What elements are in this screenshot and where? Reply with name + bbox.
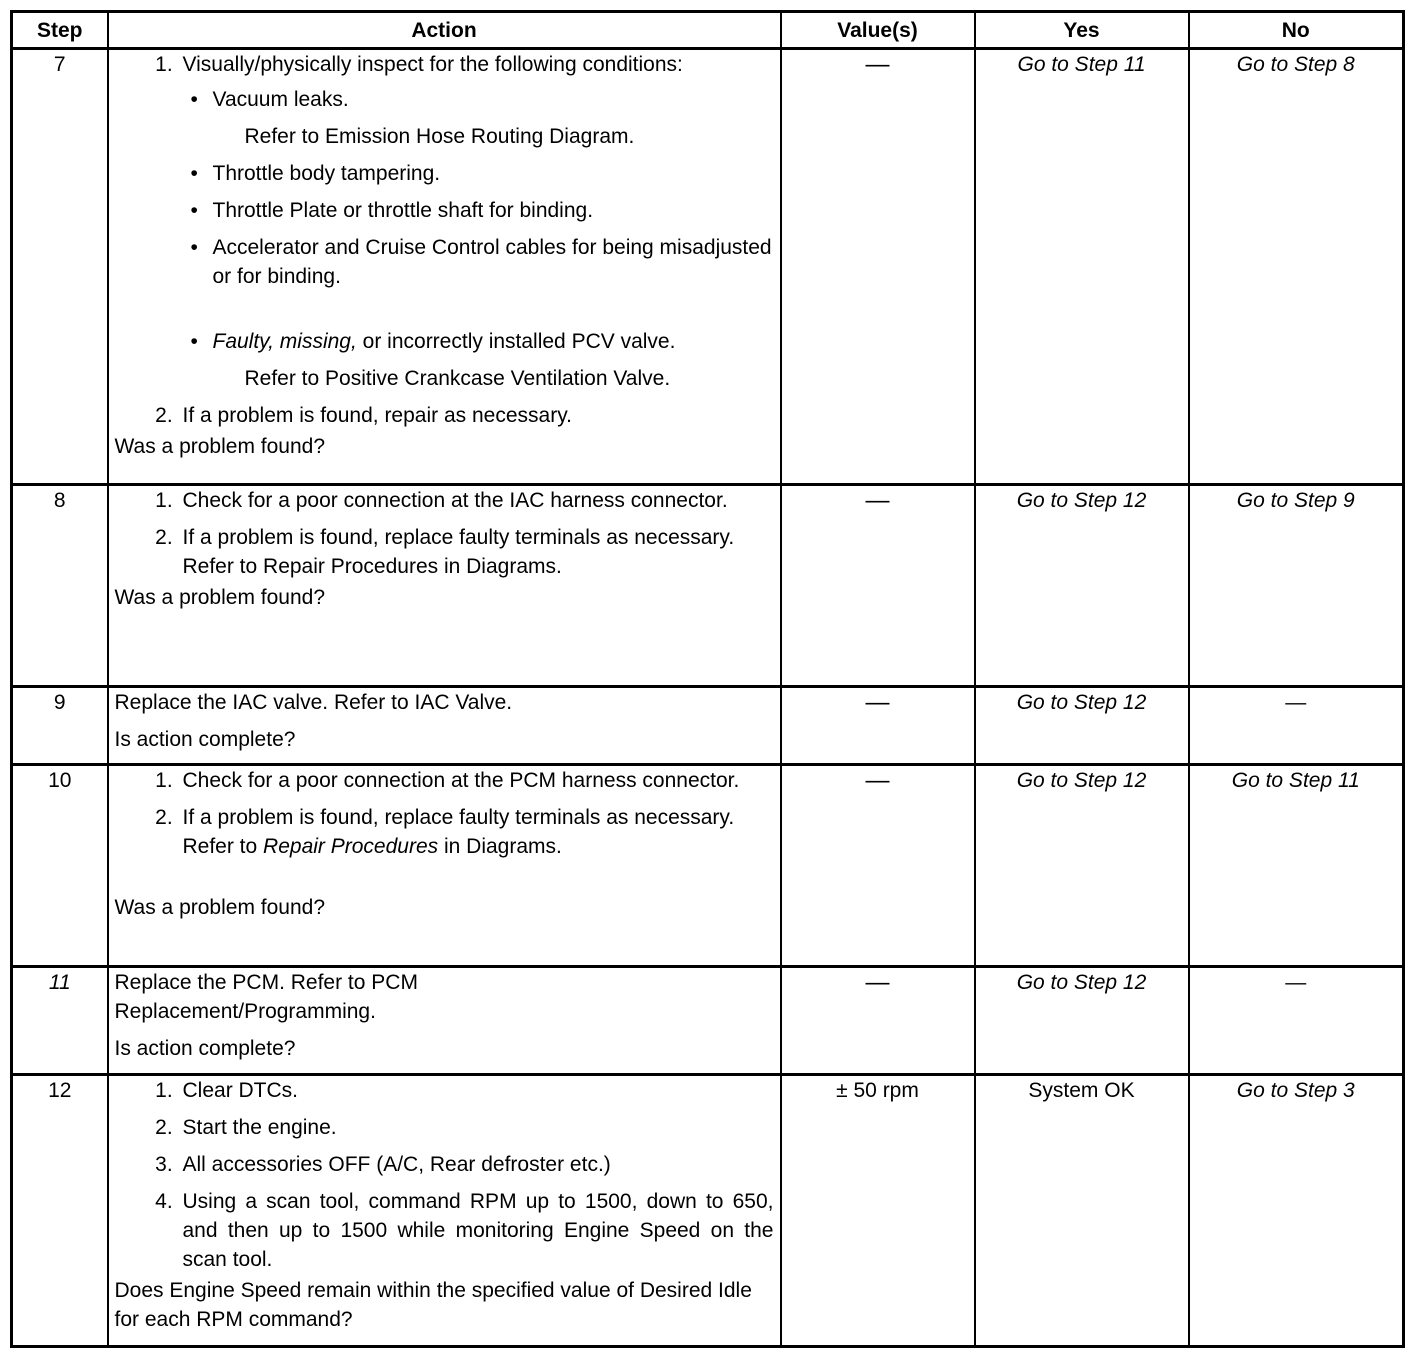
value-text: — xyxy=(865,487,890,514)
action-step-text: Clear DTCs. xyxy=(182,1079,299,1102)
no-cell: — xyxy=(1189,687,1404,765)
yes-cell: System OK xyxy=(975,1075,1189,1347)
header-values: Value(s) xyxy=(781,12,975,49)
action-step-1 xyxy=(179,486,774,515)
action-step-2 xyxy=(179,523,774,581)
reference-text: Refer to Positive Crankcase Ventilation Valve. xyxy=(244,367,671,390)
action-step-text: If a problem is found, replace faulty terminals as necessary. Refer to xyxy=(182,806,735,858)
action-step-3 xyxy=(179,1150,774,1179)
table-row-step-11 xyxy=(12,967,1404,1075)
header-step: Step xyxy=(12,12,108,49)
header-row xyxy=(12,12,1404,49)
action-text: Replace the PCM. Refer to PCM Replacement/Programming. xyxy=(114,971,418,1023)
no-cell: Go to Step 9 xyxy=(1189,485,1404,687)
yes-cell: Go to Step 12 xyxy=(975,765,1189,967)
action-step-emphasis: Repair Procedures xyxy=(263,835,439,858)
yes-cell: Go to Step 12 xyxy=(975,967,1189,1075)
action-cell xyxy=(108,1075,781,1347)
reference-text: Refer to Emission Hose Routing Diagram. xyxy=(244,125,635,148)
value-text: — xyxy=(865,689,890,716)
action-steps xyxy=(115,50,774,430)
no-cell: Go to Step 3 xyxy=(1189,1075,1404,1347)
step-number: 10 xyxy=(12,765,108,967)
value-text: — xyxy=(865,969,890,996)
action-question: Does Engine Speed remain within the specified value of Desired Idle for each RPM command? xyxy=(114,1279,752,1331)
action-cell xyxy=(108,687,781,765)
diagnostic-table xyxy=(10,10,1405,1348)
action-cell xyxy=(108,967,781,1075)
value-cell xyxy=(781,967,975,1075)
action-step-2 xyxy=(179,803,774,861)
step-number: 11 xyxy=(12,967,108,1075)
table-row-step-8 xyxy=(12,485,1404,687)
action-step-1 xyxy=(179,1076,774,1105)
condition-text: or incorrectly installed PCV valve. xyxy=(356,330,676,353)
condition-text: Throttle Plate or throttle shaft for binding. xyxy=(212,199,594,222)
action-step-text: Using a scan tool, command RPM up to 1500, down to 650, and then up to 1500 while monitoring Engine Speed on the scan tool. xyxy=(182,1190,774,1271)
no-cell: Go to Step 8 xyxy=(1189,49,1404,485)
value-cell xyxy=(781,765,975,967)
action-text: Replace the IAC valve. Refer to IAC Valve. xyxy=(114,691,513,714)
yes-cell: Go to Step 12 xyxy=(975,485,1189,687)
action-cell xyxy=(108,485,781,687)
action-step-2 xyxy=(179,1113,774,1142)
action-step-1 xyxy=(179,766,774,795)
action-step-4 xyxy=(179,1187,774,1274)
value-text: — xyxy=(865,51,890,78)
header-action: Action xyxy=(108,12,781,49)
action-steps xyxy=(115,766,774,861)
action-steps xyxy=(115,1076,774,1274)
step-number: 9 xyxy=(12,687,108,765)
action-step-text: If a problem is found, replace faulty terminals as necessary. Refer to Repair Procedures in Diagrams. xyxy=(182,526,735,578)
action-step-text: Visually/physically inspect for the following conditions: xyxy=(182,53,683,76)
action-question: Was a problem found? xyxy=(114,896,326,919)
condition-item xyxy=(213,196,774,225)
condition-text: Throttle body tampering. xyxy=(212,162,441,185)
condition-item xyxy=(213,159,774,188)
action-step-text: Check for a poor connection at the IAC harness connector. xyxy=(182,489,728,512)
condition-text: Accelerator and Cruise Control cables for being misadjusted or for binding. xyxy=(212,236,772,288)
header-no: No xyxy=(1189,12,1404,49)
action-steps xyxy=(115,486,774,581)
value-cell xyxy=(781,485,975,687)
action-step-text: If a problem is found, repair as necessary. xyxy=(182,404,572,427)
table-row-step-7 xyxy=(12,49,1404,485)
action-step-text: Start the engine. xyxy=(182,1116,337,1139)
value-cell xyxy=(781,49,975,485)
action-step-2 xyxy=(179,401,774,430)
step-number: 8 xyxy=(12,485,108,687)
action-step-text: in Diagrams. xyxy=(438,835,562,858)
condition-text-emphasis: Faulty, missing, xyxy=(212,330,357,353)
condition-item xyxy=(213,233,774,291)
table-row-step-9 xyxy=(12,687,1404,765)
yes-cell: Go to Step 12 xyxy=(975,687,1189,765)
action-step-text: All accessories OFF (A/C, Rear defroster etc.) xyxy=(182,1153,611,1176)
action-question: Is action complete? xyxy=(114,728,296,751)
value-cell xyxy=(781,687,975,765)
header-yes: Yes xyxy=(975,12,1189,49)
action-step-text: Check for a poor connection at the PCM harness connector. xyxy=(182,769,740,792)
action-step-1 xyxy=(179,50,774,393)
step-number: 7 xyxy=(12,49,108,485)
step-number: 12 xyxy=(12,1075,108,1347)
no-cell: — xyxy=(1189,967,1404,1075)
table-row-step-12 xyxy=(12,1075,1404,1347)
action-question: Was a problem found? xyxy=(114,435,326,458)
condition-item xyxy=(213,327,774,393)
value-cell: ± 50 rpm xyxy=(781,1075,975,1347)
conditions-list xyxy=(183,85,774,393)
action-cell xyxy=(108,49,781,485)
action-cell xyxy=(108,765,781,967)
action-question: Was a problem found? xyxy=(114,586,326,609)
condition-item xyxy=(213,85,774,151)
yes-cell: Go to Step 11 xyxy=(975,49,1189,485)
no-cell: Go to Step 11 xyxy=(1189,765,1404,967)
table-row-step-10 xyxy=(12,765,1404,967)
value-text: — xyxy=(865,767,890,794)
action-question: Is action complete? xyxy=(114,1037,296,1060)
condition-text: Vacuum leaks. xyxy=(212,88,349,111)
